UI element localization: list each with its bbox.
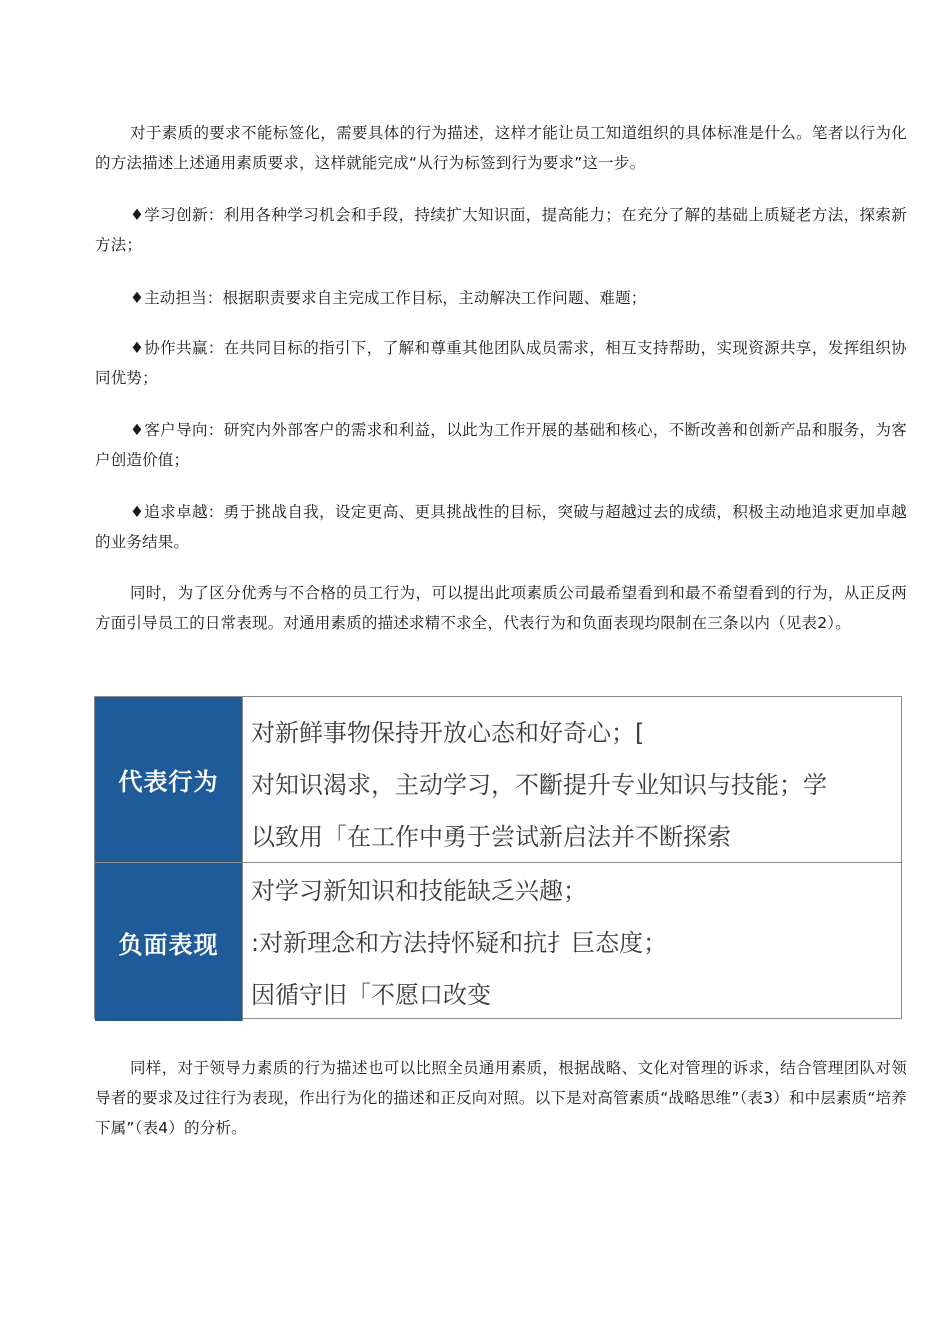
bullet-customer-orientation: ♦客户导向：研究内外部客户的需求和利益，以此为工作开展的基础和核心，不断改善和创新产品和服务，为客户创造价值； — [95, 421, 907, 469]
negative-line: :对新理念和方法持怀疑和抗扌巨态度； — [251, 929, 668, 957]
paragraph-leadership: 同样，对于领导力素质的行为描述也可以比照全员通用素质，根据战略、文化对管理的诉求，结合管理团队对领导者的要求及过往行为表现，作出行为化的描述和正反向对照。以下是对高管素质“战略思维”（表3）和中层素质“培养下属”（表4）的分析。 — [95, 1059, 908, 1137]
paragraph-intro: 对于素质的要求不能标签化，需要具体的行为描述，这样才能让员工知道组织的具体标准是什么。笔者以行为化的方法描述上述通用素质要求，这样就能完成“从行为标签到行为要求”这一步。 — [95, 124, 907, 172]
bullet-proactive-ownership: ♦主动担当：根据职责要求自主完成工作目标，主动解决工作问题、难题； — [130, 289, 647, 307]
representative-content — [243, 697, 901, 862]
table-row-representative — [95, 697, 901, 863]
table-row-negative — [95, 863, 901, 1021]
behavior-table — [94, 696, 902, 1019]
negative-line: 对学习新知识和技能缺乏兴趣； — [251, 877, 587, 905]
negative-line: 因循守旧「不愿口改变 — [251, 981, 491, 1009]
representative-line: 对知识渴求，主动学习，不斷提升专业知识与技能；学 — [251, 771, 827, 799]
representative-header: 代表行为 — [95, 697, 243, 862]
paragraph-same-time: 同时，为了区分优秀与不合格的员工行为，可以提出此项素质公司最希望看到和最不希望看到的行为，从正反两方面引导员工的日常表现。对通用素质的描述求精不求全，代表行为和负面表现均限制在三条以内（见表2）。 — [95, 584, 907, 632]
negative-header: 负面表现 — [95, 863, 243, 1021]
bullet-learning-innovation: ♦学习创新：利用各种学习机会和手段，持续扩大知识面，提高能力；在充分了解的基础上质疑老方法，探索新方法； — [95, 206, 907, 254]
bullet-collaboration: ♦协作共赢：在共同目标的指引下，了解和尊重其他团队成员需求，相互支持帮助，实现资源共享，发挥组织协同优势； — [95, 339, 907, 387]
bullet-pursue-excellence: ♦追求卓越：勇于挑战自我，设定更高、更具挑战性的目标，突破与超越过去的成绩，积极主动地追求更加卓越的业务结果。 — [95, 503, 907, 551]
negative-content — [243, 863, 901, 1021]
representative-line: 以致用「在工作中勇于尝试新启法并不断探索 — [251, 823, 731, 851]
representative-line: 对新鲜事物保持开放心态和好奇心；[ — [251, 719, 645, 747]
